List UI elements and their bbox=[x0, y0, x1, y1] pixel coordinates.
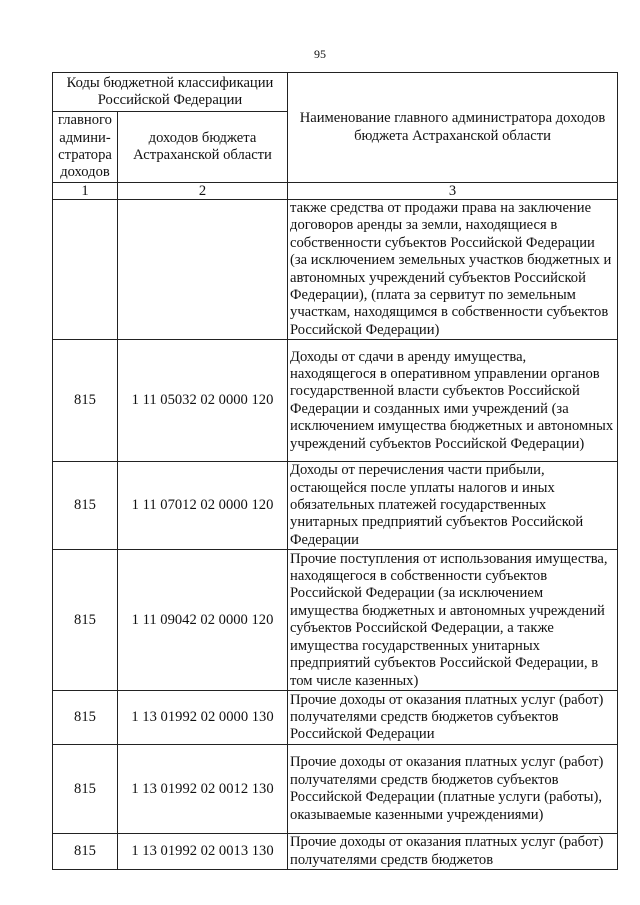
table-row bbox=[53, 200, 618, 340]
table-row bbox=[53, 745, 618, 834]
income-name-cell: Прочие доходы от оказания платных услуг (работ) получателями средств бюджетов субъектов Российской Федерации (платные услуги (работы), оказываемые казенными учреждениями) bbox=[288, 745, 618, 834]
income-name-cell: Прочие поступления от использования имущества, находящегося в собственности субъектов Российской Федерации (за исключением имущества бюджетных и автономных учреждений субъектов Российской Федерации, а также имущества государственных унитарных предприятий субъектов Российской Федерации, в том числе казенных) bbox=[288, 550, 618, 691]
income-code-cell: 1 13 01992 02 0013 130 bbox=[118, 834, 288, 870]
income-name-cell: Прочие доходы от оказания платных услуг (работ) получателями средств бюджетов субъектов Российской Федерации bbox=[288, 691, 618, 745]
budget-classification-table bbox=[52, 72, 618, 870]
admin-code-cell: 815 bbox=[53, 462, 118, 550]
page-number: 95 bbox=[314, 47, 326, 61]
column-number: 1 bbox=[53, 183, 118, 200]
admin-code-cell: 815 bbox=[53, 691, 118, 745]
header-admin-column: главного админи-стратора доходов bbox=[53, 112, 118, 183]
income-code-cell: 1 11 09042 02 0000 120 bbox=[118, 550, 288, 691]
table-row bbox=[53, 550, 618, 691]
table-row bbox=[53, 834, 618, 870]
income-code-cell: 1 13 01992 02 0012 130 bbox=[118, 745, 288, 834]
income-name-cell: Доходы от перечисления части прибыли, остающейся после уплаты налогов и иных обязательных платежей государственных унитарных предприятий субъектов Российской Федерации bbox=[288, 462, 618, 550]
column-number: 2 bbox=[118, 183, 288, 200]
admin-code-cell: 815 bbox=[53, 834, 118, 870]
income-code-cell bbox=[118, 200, 288, 340]
admin-code-cell bbox=[53, 200, 118, 340]
admin-code-cell: 815 bbox=[53, 550, 118, 691]
header-name-column: Наименование главного администратора доходов бюджета Астраханской области bbox=[288, 73, 618, 183]
admin-code-cell: 815 bbox=[53, 340, 118, 462]
table-row bbox=[53, 691, 618, 745]
income-code-cell: 1 11 07012 02 0000 120 bbox=[118, 462, 288, 550]
table-row bbox=[53, 462, 618, 550]
header-income-column: доходов бюджета Астраханской области bbox=[118, 112, 288, 183]
income-name-cell: также средства от продажи права на заключение договоров аренды за земли, находящиеся в собственности субъектов Российской Федерации (за исключением земельных участков бюджетных и автономных учреждений субъектов Российской Федерации), (плата за сервитут по земельным участкам, находящимся в собственности субъектов Российской Федерации) bbox=[288, 200, 618, 340]
header-codes-group: Коды бюджетной классификации Российской Федерации bbox=[53, 73, 288, 112]
income-code-cell: 1 13 01992 02 0000 130 bbox=[118, 691, 288, 745]
income-code-cell: 1 11 05032 02 0000 120 bbox=[118, 340, 288, 462]
admin-code-cell: 815 bbox=[53, 745, 118, 834]
header-row-top bbox=[53, 73, 618, 112]
column-number-row bbox=[53, 183, 618, 200]
income-name-cell: Доходы от сдачи в аренду имущества, находящегося в оперативном управлении органов государственной власти субъектов Российской Федерации и созданных ими учреждений (за исключением имущества бюджетных и автономных учреждений субъектов Российской Федерации) bbox=[288, 340, 618, 462]
table-row bbox=[53, 340, 618, 462]
column-number: 3 bbox=[288, 183, 618, 200]
income-name-cell: Прочие доходы от оказания платных услуг (работ) получателями средств бюджетов bbox=[288, 834, 618, 870]
